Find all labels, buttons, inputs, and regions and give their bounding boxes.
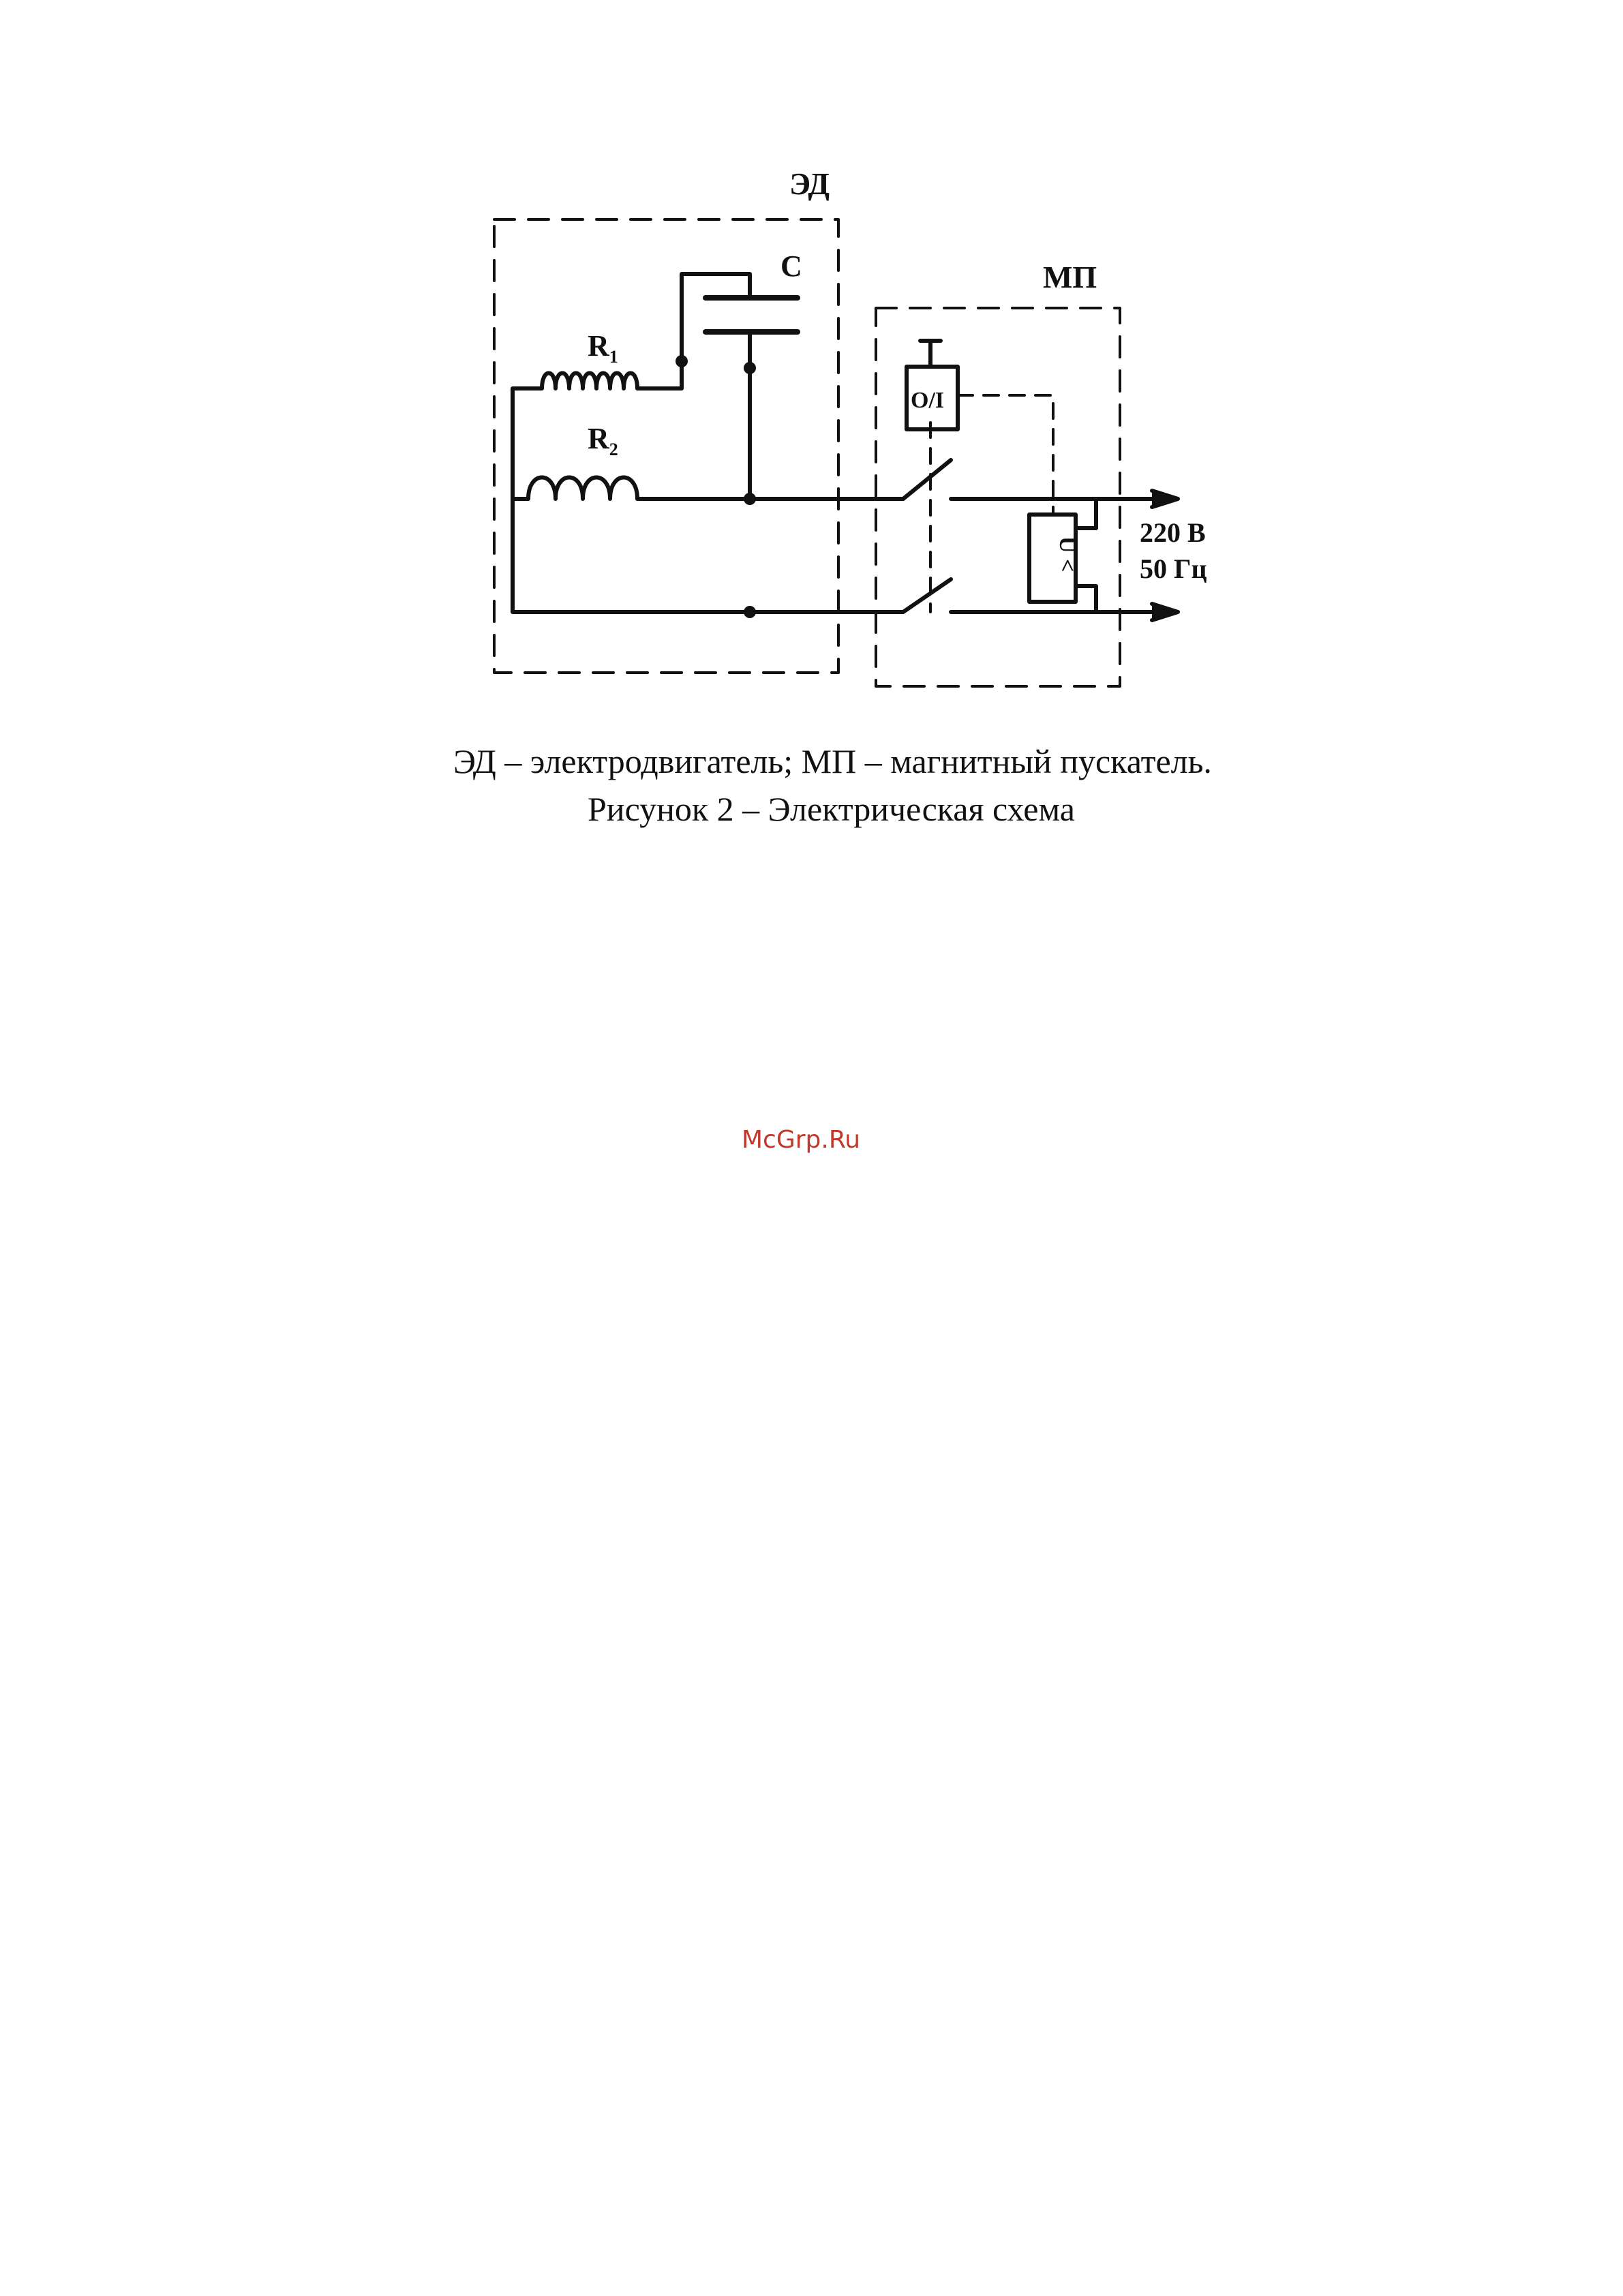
starter-label: МП (1043, 260, 1097, 294)
winding-r2 (513, 478, 750, 500)
junction-r1-cap (676, 355, 688, 367)
undervoltage-label: U < (1055, 536, 1080, 572)
winding-r2-label: $R_2$ (588, 422, 618, 459)
junction-cap-top (744, 362, 756, 374)
capacitor-wire (682, 274, 750, 361)
winding-r1 (525, 361, 682, 388)
supply-frequency-label: 50 Гц (1140, 553, 1207, 584)
button-stem (920, 341, 941, 367)
figure-title: Рисунок 2 – Электрическая схема (588, 790, 1075, 828)
supply-voltage-label: 220 В (1140, 517, 1206, 548)
watermark[interactable]: McGrp.Ru (742, 1126, 861, 1154)
contact-l2 (903, 579, 951, 612)
capacitor-label: C (780, 249, 802, 283)
arrow-l2 (1152, 604, 1178, 620)
motor-boundary (494, 219, 838, 673)
contact-l1 (903, 460, 951, 499)
figure-legend: ЭД – электродвигатель; МП – магнитный пускатель. (453, 742, 1212, 780)
junction-l1 (744, 493, 756, 505)
arrow-l1 (1152, 491, 1178, 507)
overload-label: O/I (911, 388, 945, 413)
motor-label: ЭД (789, 166, 830, 201)
junction-l2 (744, 606, 756, 618)
winding-r1-label: $R_1$ (588, 329, 618, 367)
overload-link (958, 395, 1053, 512)
